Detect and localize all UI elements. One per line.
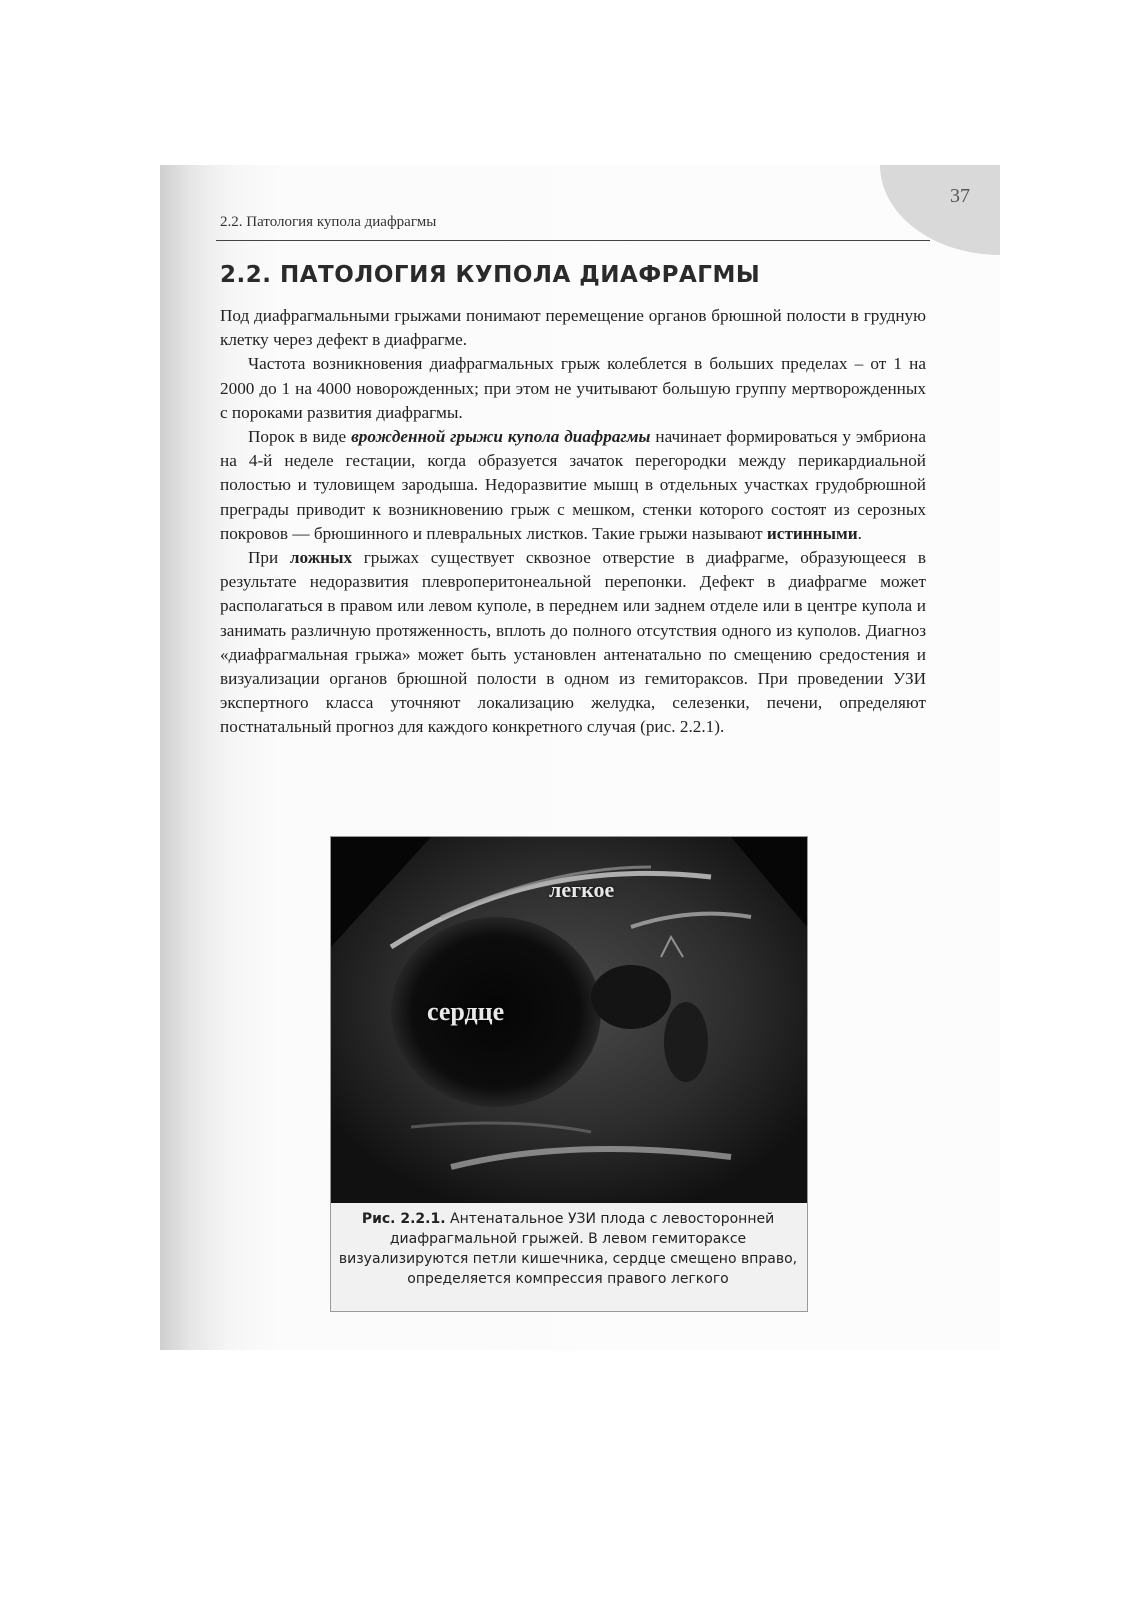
page-corner-shadow bbox=[880, 165, 1000, 255]
paragraph-3 bbox=[220, 425, 926, 546]
term-true-hernia: истинными bbox=[766, 523, 858, 543]
paragraph-3-text-a: Порок в виде bbox=[248, 427, 352, 447]
paragraph-4 bbox=[220, 546, 926, 740]
header-rule bbox=[216, 240, 930, 241]
figure-caption-number: Рис. 2.2.1. bbox=[361, 1211, 446, 1227]
body-text bbox=[220, 304, 926, 740]
page-number: 37 bbox=[950, 185, 970, 207]
ultrasound-label-heart: сердце bbox=[427, 997, 505, 1026]
section-title: 2.2. ПАТОЛОГИЯ КУПОЛА ДИАФРАГМЫ bbox=[220, 262, 761, 288]
paragraph-1: Под диафрагмальными грыжами понимают перемещение органов брюшной полости в грудную клетку через дефект в диафрагме. bbox=[220, 306, 926, 350]
ultrasound-image bbox=[331, 837, 807, 1203]
paragraph-4-text-b: грыжах существует сквозное отверстие в диафрагме, образующееся в результате недоразвития плевроперитонеальной перепонки. Дефект в диафрагме может располагаться в правом или левом куполе, в переднем или заднем отделе или в центре купола и занимать различную протяженность, вплоть до полного отсутствия одного из куполов. Диагноз «диафрагмальная грыжа» может быть установлен антенатально по смещению средостения и визуализации органов брюшной полости в одном из гемитораксов. При проведении УЗИ экспертного класса уточняют локализацию желудка, селезенки, печени, определяют постнатальный прогноз для каждого конкретного случая (рис. 2.2.1). bbox=[220, 548, 926, 737]
paragraph-3-text-b: начинает формироваться у эмбриона на 4-й неделе гестации, когда образуется зачаток перегородки между перикардиальной полостью и туловищем зародыша. Недоразвитие мышц в отдельных участках грудобрюшной преграды приводит к возникновению грыж с мешком, стенки которого состоят из серозных покровов — брюшинного и плевральных листков. Такие грыжи называют bbox=[220, 427, 926, 543]
figure-caption-text: Антенатальное УЗИ плода с левосторонней диафрагмальной грыжей. В левом гемитораксе визуализируются петли кишечника, сердце смещено вправо, определяется компрессия правого легкого bbox=[338, 1211, 798, 1287]
paragraph-2: Частота возникновения диафрагмальных грыж колеблется в больших пределах – от 1 на 2000 до 1 на 4000 новорожденных; при этом не учитывают большую группу мертворожденных с пороками развития диафрагмы. bbox=[220, 354, 926, 422]
paragraph-3-text-c: . bbox=[857, 523, 862, 543]
paragraph-4-text-a: При bbox=[248, 548, 290, 568]
running-header: 2.2. Патология купола диафрагмы bbox=[220, 214, 437, 230]
term-false-hernia: ложных bbox=[289, 548, 353, 568]
figure-2-2-1 bbox=[330, 836, 808, 1312]
figure-caption bbox=[337, 1209, 799, 1289]
ultrasound-label-lung: легкое bbox=[549, 877, 615, 902]
term-congenital-hernia: врожденной грыжи купола диафрагмы bbox=[351, 427, 651, 447]
